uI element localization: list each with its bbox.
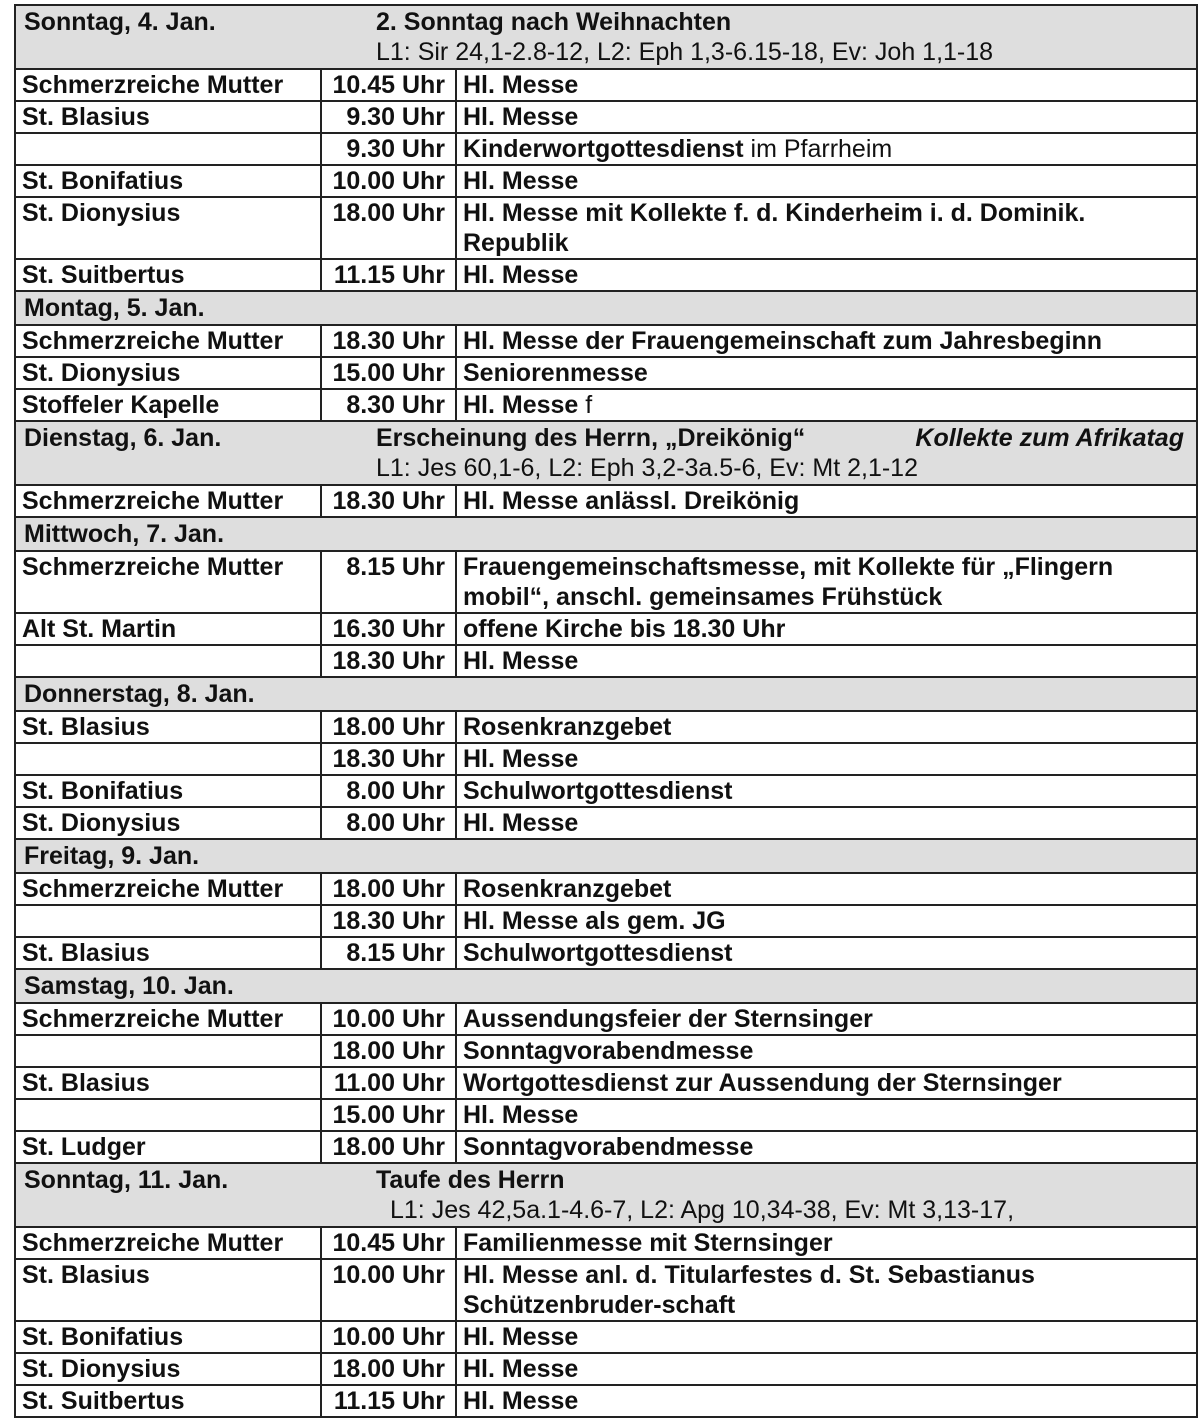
day-readings-text: L1: Jes 60,1-6, L2: Eph 3,2-3a.5-6, Ev: Mt 2,1-12 — [376, 454, 918, 482]
day-date: Sonntag, 11. Jan. — [24, 1166, 229, 1194]
service-row — [15, 259, 1197, 291]
service-event: Wortgottesdienst zur Aussendung der Sternsinger — [463, 1069, 1062, 1097]
service-event: Hl. Messe — [463, 1355, 579, 1383]
day-header-line — [24, 1165, 1188, 1195]
day-header-cell — [15, 421, 1197, 485]
day-header-line — [24, 679, 1188, 709]
service-event-cell — [456, 485, 1197, 517]
service-time: 18.30 Uhr — [321, 325, 456, 357]
service-time: 18.30 Uhr — [321, 645, 456, 677]
service-place — [15, 133, 321, 165]
service-event: Schulwortgottesdienst — [463, 939, 733, 967]
day-title: Erscheinung des Herrn, „Dreikönig“ — [376, 424, 806, 452]
service-row — [15, 389, 1197, 421]
day-header-cell — [15, 291, 1197, 325]
day-readings — [24, 1195, 1188, 1225]
service-time: 11.00 Uhr — [321, 1067, 456, 1099]
service-event: Hl. Messe — [463, 1387, 579, 1415]
day-header-cell — [15, 1163, 1197, 1227]
service-row — [15, 1067, 1197, 1099]
day-header-cell — [15, 839, 1197, 873]
day-header-row — [15, 839, 1197, 873]
service-time: 18.00 Uhr — [321, 1353, 456, 1385]
service-row — [15, 101, 1197, 133]
service-event: Schulwortgottesdienst — [463, 777, 733, 805]
service-place: Schmerzreiche Mutter — [15, 873, 321, 905]
day-title: 2. Sonntag nach Weihnachten — [376, 8, 732, 36]
service-event: Hl. Messe — [463, 261, 579, 289]
service-row — [15, 197, 1197, 259]
service-event-cell — [456, 165, 1197, 197]
day-date: Dienstag, 6. Jan. — [24, 424, 222, 452]
day-header-line — [24, 423, 1188, 453]
service-row — [15, 645, 1197, 677]
service-row — [15, 905, 1197, 937]
day-title: Taufe des Herrn — [376, 1166, 565, 1194]
service-event: Rosenkranzgebet — [463, 713, 672, 741]
service-event-cell — [456, 1385, 1197, 1417]
service-event-cell — [456, 711, 1197, 743]
service-time: 18.00 Uhr — [321, 197, 456, 259]
service-time: 10.00 Uhr — [321, 1259, 456, 1321]
schedule-body — [15, 5, 1197, 1417]
service-event: Hl. Messe — [463, 167, 579, 195]
service-event-cell — [456, 807, 1197, 839]
service-place: Schmerzreiche Mutter — [15, 485, 321, 517]
service-time: 9.30 Uhr — [321, 101, 456, 133]
day-readings — [24, 453, 1188, 483]
day-header-line — [24, 519, 1188, 549]
service-place: Stoffeler Kapelle — [15, 389, 321, 421]
day-header-row — [15, 517, 1197, 551]
service-event-cell — [456, 873, 1197, 905]
service-time: 18.00 Uhr — [321, 711, 456, 743]
day-date: Montag, 5. Jan. — [24, 294, 205, 322]
service-event: Hl. Messe — [463, 647, 579, 675]
day-header-row — [15, 421, 1197, 485]
service-event-cell — [456, 1353, 1197, 1385]
service-row — [15, 873, 1197, 905]
service-row — [15, 937, 1197, 969]
service-time: 15.00 Uhr — [321, 357, 456, 389]
service-time: 8.15 Uhr — [321, 937, 456, 969]
service-time: 18.30 Uhr — [321, 743, 456, 775]
service-event: Hl. Messe — [463, 103, 579, 131]
service-time: 8.00 Uhr — [321, 775, 456, 807]
service-event: Kinderwortgottesdienst — [463, 135, 744, 163]
service-place: Schmerzreiche Mutter — [15, 69, 321, 101]
service-event-cell — [456, 197, 1197, 259]
day-header-row — [15, 5, 1197, 69]
service-event-cell — [456, 1131, 1197, 1163]
day-header-line — [24, 7, 1188, 37]
day-readings-text: L1: Jes 42,5a.1-4.6-7, L2: Apg 10,34-38, Ev: Mt 3,13-17, — [390, 1196, 1015, 1224]
service-event: Hl. Messe als gem. JG — [463, 907, 726, 935]
service-event: Frauengemeinschaftsmesse, mit Kollekte für „Flingern mobil“, anschl. gemeinsames Frühstück — [463, 553, 1114, 611]
service-event-cell — [456, 1321, 1197, 1353]
day-header-row — [15, 677, 1197, 711]
service-event: Hl. Messe — [463, 71, 579, 99]
service-event: Hl. Messe anl. d. Titularfestes d. St. Sebastianus Schützenbruder-schaft — [463, 1261, 1035, 1319]
service-place: St. Blasius — [15, 1067, 321, 1099]
service-place: St. Ludger — [15, 1131, 321, 1163]
service-event-cell — [456, 357, 1197, 389]
service-time: 8.00 Uhr — [321, 807, 456, 839]
day-date: Samstag, 10. Jan. — [24, 972, 234, 1000]
service-row — [15, 133, 1197, 165]
service-place: Schmerzreiche Mutter — [15, 325, 321, 357]
service-place — [15, 743, 321, 775]
service-row — [15, 1227, 1197, 1259]
service-time: 11.15 Uhr — [321, 259, 456, 291]
service-time: 11.15 Uhr — [321, 1385, 456, 1417]
service-event: Sonntagvorabendmesse — [463, 1037, 754, 1065]
service-time: 10.00 Uhr — [321, 1003, 456, 1035]
service-event-cell — [456, 1259, 1197, 1321]
service-row — [15, 1353, 1197, 1385]
service-time: 18.00 Uhr — [321, 1131, 456, 1163]
service-event-cell — [456, 1227, 1197, 1259]
service-event-cell — [456, 1003, 1197, 1035]
day-readings — [24, 37, 1188, 67]
service-place: St. Dionysius — [15, 807, 321, 839]
service-place: Schmerzreiche Mutter — [15, 551, 321, 613]
service-event-cell — [456, 937, 1197, 969]
service-time: 8.30 Uhr — [321, 389, 456, 421]
service-place: St. Dionysius — [15, 357, 321, 389]
day-header-line — [24, 971, 1188, 1001]
service-event-cell — [456, 133, 1197, 165]
service-place: Alt St. Martin — [15, 613, 321, 645]
service-row — [15, 1131, 1197, 1163]
service-place — [15, 1035, 321, 1067]
service-row — [15, 325, 1197, 357]
service-place — [15, 1099, 321, 1131]
service-event: offene Kirche bis 18.30 Uhr — [463, 615, 786, 643]
service-time: 9.30 Uhr — [321, 133, 456, 165]
service-event-cell — [456, 259, 1197, 291]
day-date: Mittwoch, 7. Jan. — [24, 520, 225, 548]
day-header-line — [24, 841, 1188, 871]
service-time: 18.00 Uhr — [321, 1035, 456, 1067]
service-event-cell — [456, 1035, 1197, 1067]
service-event: Rosenkranzgebet — [463, 875, 672, 903]
service-place: St. Dionysius — [15, 197, 321, 259]
service-event: Hl. Messe — [463, 1323, 579, 1351]
service-time: 15.00 Uhr — [321, 1099, 456, 1131]
service-row — [15, 485, 1197, 517]
service-event: Hl. Messe mit Kollekte f. d. Kinderheim i. d. Dominik. Republik — [463, 199, 1086, 257]
service-event-cell — [456, 905, 1197, 937]
service-place: St. Blasius — [15, 711, 321, 743]
service-place: St. Blasius — [15, 937, 321, 969]
service-time: 18.30 Uhr — [321, 905, 456, 937]
service-event: Hl. Messe — [463, 745, 579, 773]
service-row — [15, 1259, 1197, 1321]
service-event: Hl. Messe der Frauengemeinschaft zum Jahresbeginn — [463, 327, 1103, 355]
day-header-row — [15, 969, 1197, 1003]
day-header-row — [15, 291, 1197, 325]
service-place: Schmerzreiche Mutter — [15, 1227, 321, 1259]
day-date: Freitag, 9. Jan. — [24, 842, 200, 870]
service-place: St. Blasius — [15, 1259, 321, 1321]
day-collection-note: Kollekte zum Afrikatag — [915, 424, 1184, 452]
service-event-cell — [456, 325, 1197, 357]
day-header-cell — [15, 5, 1197, 69]
service-event: Hl. Messe — [463, 391, 579, 419]
service-row — [15, 711, 1197, 743]
service-event: Familienmesse mit Sternsinger — [463, 1229, 833, 1257]
service-place: Schmerzreiche Mutter — [15, 1003, 321, 1035]
service-row — [15, 613, 1197, 645]
service-event: Hl. Messe — [463, 1101, 579, 1129]
service-place: St. Suitbertus — [15, 1385, 321, 1417]
day-header-line — [24, 293, 1188, 323]
service-event-cell — [456, 645, 1197, 677]
church-service-schedule — [14, 4, 1198, 1418]
service-place: St. Dionysius — [15, 1353, 321, 1385]
service-row — [15, 1321, 1197, 1353]
service-event: Hl. Messe — [463, 809, 579, 837]
service-event-cell — [456, 1067, 1197, 1099]
service-event: Sonntagvorabendmesse — [463, 1133, 754, 1161]
service-time: 10.45 Uhr — [321, 69, 456, 101]
service-row — [15, 775, 1197, 807]
day-readings-text: L1: Sir 24,1-2.8-12, L2: Eph 1,3-6.15-18, Ev: Joh 1,1-18 — [376, 38, 994, 66]
service-event-cell — [456, 743, 1197, 775]
service-place: St. Bonifatius — [15, 165, 321, 197]
service-row — [15, 807, 1197, 839]
service-row — [15, 1385, 1197, 1417]
day-header-cell — [15, 677, 1197, 711]
service-time: 10.00 Uhr — [321, 165, 456, 197]
service-place: St. Bonifatius — [15, 775, 321, 807]
day-date: Donnerstag, 8. Jan. — [24, 680, 255, 708]
service-event-cell — [456, 613, 1197, 645]
service-row — [15, 1035, 1197, 1067]
service-place: St. Bonifatius — [15, 1321, 321, 1353]
service-event: Aussendungsfeier der Sternsinger — [463, 1005, 873, 1033]
service-event-extra: im Pfarrheim — [743, 135, 893, 163]
service-place — [15, 905, 321, 937]
service-event-cell — [456, 1099, 1197, 1131]
service-event-cell — [456, 775, 1197, 807]
service-time: 10.45 Uhr — [321, 1227, 456, 1259]
service-event: Hl. Messe anlässl. Dreikönig — [463, 487, 800, 515]
service-time: 18.30 Uhr — [321, 485, 456, 517]
day-header-cell — [15, 969, 1197, 1003]
service-time: 16.30 Uhr — [321, 613, 456, 645]
service-row — [15, 69, 1197, 101]
service-row — [15, 357, 1197, 389]
service-time: 10.00 Uhr — [321, 1321, 456, 1353]
service-event-cell — [456, 69, 1197, 101]
day-date: Sonntag, 4. Jan. — [24, 8, 216, 36]
service-event-extra: f — [578, 391, 593, 419]
service-event-cell — [456, 551, 1197, 613]
service-event-cell — [456, 101, 1197, 133]
service-place: St. Blasius — [15, 101, 321, 133]
service-time: 18.00 Uhr — [321, 873, 456, 905]
service-row — [15, 165, 1197, 197]
service-event: Seniorenmesse — [463, 359, 648, 387]
service-row — [15, 743, 1197, 775]
service-row — [15, 1003, 1197, 1035]
service-place: St. Suitbertus — [15, 259, 321, 291]
service-place — [15, 645, 321, 677]
day-header-row — [15, 1163, 1197, 1227]
day-header-cell — [15, 517, 1197, 551]
service-time: 8.15 Uhr — [321, 551, 456, 613]
service-row — [15, 551, 1197, 613]
service-event-cell — [456, 389, 1197, 421]
service-row — [15, 1099, 1197, 1131]
